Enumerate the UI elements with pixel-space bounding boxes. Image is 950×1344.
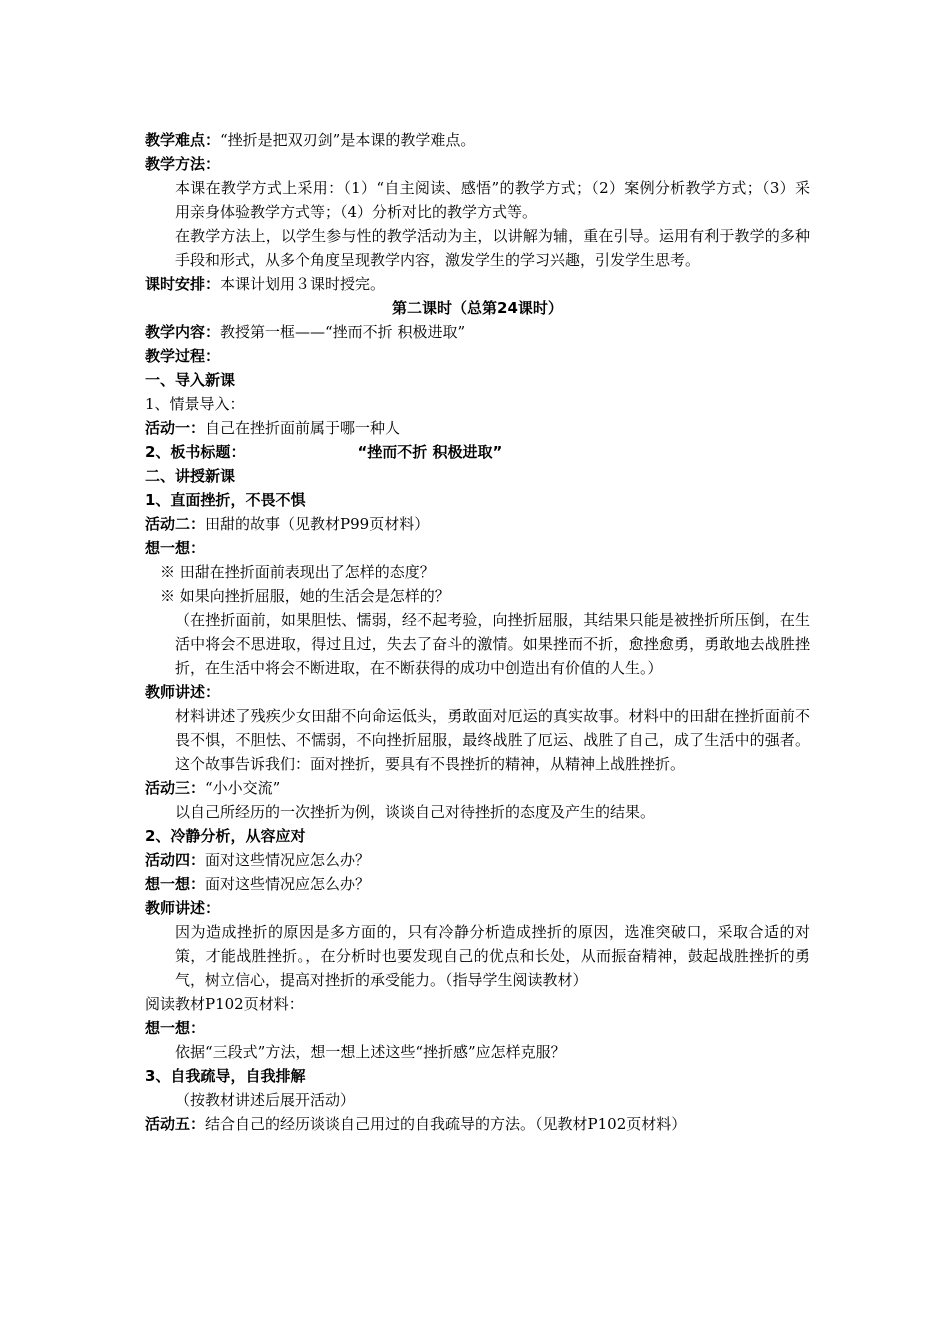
paragraph-teacher-talk-1: 材料讲述了残疾少女田甜不向命运低头，勇敢面对厄运的真实故事。材料中的田甜在挫折面前不畏不惧，不胆怯、不懦弱，不向挫折屈服，最终战胜了厄运、战胜了自己，成了生活中的强者。这个故事告诉我们：面对挫折，要具有不畏挫折的精神，从精神上战胜挫折。 [175,707,810,773]
paragraph-think-3: 依据“三段式”方法，想一想上述这些“挫折感”应怎样克服？ [175,1043,566,1061]
teaching-content [145,320,810,344]
label-activity-3: 活动三： [145,779,206,797]
scene-intro: 1、情景导入： [145,395,245,413]
teaching-difficulty [145,128,810,152]
activity-4-text: 面对这些情况应怎么办？ [205,851,371,869]
paragraph-teaching-style: 本课在教学方式上采用：（1）“自主阅读、感悟”的教学方式；（2）案例分析教学方式；（3）采用亲身体验教学方式等；（4）分析对比的教学方式等。 [175,179,810,221]
teaching-difficulty-text: “挫折是把双刃剑”是本课的教学难点。 [220,131,476,149]
question-1: ※ 田甜在挫折面前表现出了怎样的态度？ [160,563,435,581]
label-think-2: 想一想： [145,875,206,893]
paragraph-activity-3: 以自己所经历的一次挫折为例，谈谈自己对待挫折的态度及产生的结果。 [175,803,656,821]
read-material: 阅读教材P102页材料： [145,995,304,1013]
lesson-title: 第二课时（总第24课时） [392,299,563,317]
label-teaching-method: 教学方法： [145,155,221,173]
section-1-title: 1、直面挫折，不畏不惧 [145,491,306,509]
label-activity-4: 活动四： [145,851,206,869]
paragraph-answer: （在挫折面前，如果胆怯、懦弱，经不起考验，向挫折屈服，其结果只能是被挫折所压倒，在生活中将会不思进取，得过且过，失去了奋斗的激情。如果挫而不折，愈挫愈勇，勇敢地去战胜挫折，在生活中将会不断进取，在不断获得的成功中创造出有价值的人生。） [175,611,810,677]
section-3-title: 3、自我疏导，自我排解 [145,1067,306,1085]
label-board-title: 2、板书标题： [145,443,246,461]
activity-5 [145,1112,810,1136]
paragraph-section-3: （按教材讲述后展开活动） [175,1091,356,1109]
label-activity-1: 活动一： [145,419,206,437]
schedule [145,272,810,296]
activity-3-text: “小小交流” [205,779,281,797]
label-think-1: 想一想： [145,539,206,557]
think-2 [145,872,810,896]
question-2: ※ 如果向挫折屈服，她的生活会是怎样的？ [160,587,450,605]
label-think-3: 想一想： [145,1019,206,1037]
activity-2-text: 田甜的故事（见教材P99页材料） [205,515,430,533]
schedule-text: 本课计划用３课时授完。 [220,275,386,293]
label-teacher-talk-2: 教师讲述： [145,899,221,917]
paragraph-teaching-method: 在教学方法上，以学生参与性的教学活动为主，以讲解为辅，重在引导。运用有利于教学的多种手段和形式，从多个角度呈现教学内容，激发学生的学习兴趣，引发学生思考。 [175,227,810,269]
label-teaching-difficulty: 教学难点： [145,131,221,149]
label-teaching-content: 教学内容： [145,323,221,341]
activity-1-text: 自己在挫折面前属于哪一种人 [205,419,401,437]
board-title [145,440,810,464]
label-activity-2: 活动二： [145,515,206,533]
paragraph-teacher-talk-2: 因为造成挫折的原因是多方面的，只有冷静分析造成挫折的原因，选准突破口，采取合适的对策，才能战胜挫折。，在分析时也要发现自己的优点和长处，从而振奋精神，鼓起战胜挫折的勇气，树立信心，提高对挫折的承受能力。（指导学生阅读教材） [175,923,810,989]
heading-new-lesson: 二、讲授新课 [145,467,236,485]
label-teaching-process: 教学过程： [145,347,221,365]
think-2-text: 面对这些情况应怎么办？ [205,875,371,893]
label-teacher-talk-1: 教师讲述： [145,683,221,701]
document-body [145,128,810,1136]
board-title-text: “挫而不折 积极进取” [357,443,503,461]
activity-4 [145,848,810,872]
teaching-content-text: 教授第一框——“挫而不折 积极进取” [220,323,466,341]
heading-intro: 一、导入新课 [145,371,236,389]
activity-2 [145,512,810,536]
label-activity-5: 活动五： [145,1115,206,1133]
section-2-title: 2、冷静分析，从容应对 [145,827,306,845]
label-schedule: 课时安排： [145,275,221,293]
activity-1 [145,416,810,440]
activity-3 [145,776,810,800]
activity-5-text: 结合自己的经历谈谈自己用过的自我疏导的方法。（见教材P102页材料） [205,1115,687,1133]
